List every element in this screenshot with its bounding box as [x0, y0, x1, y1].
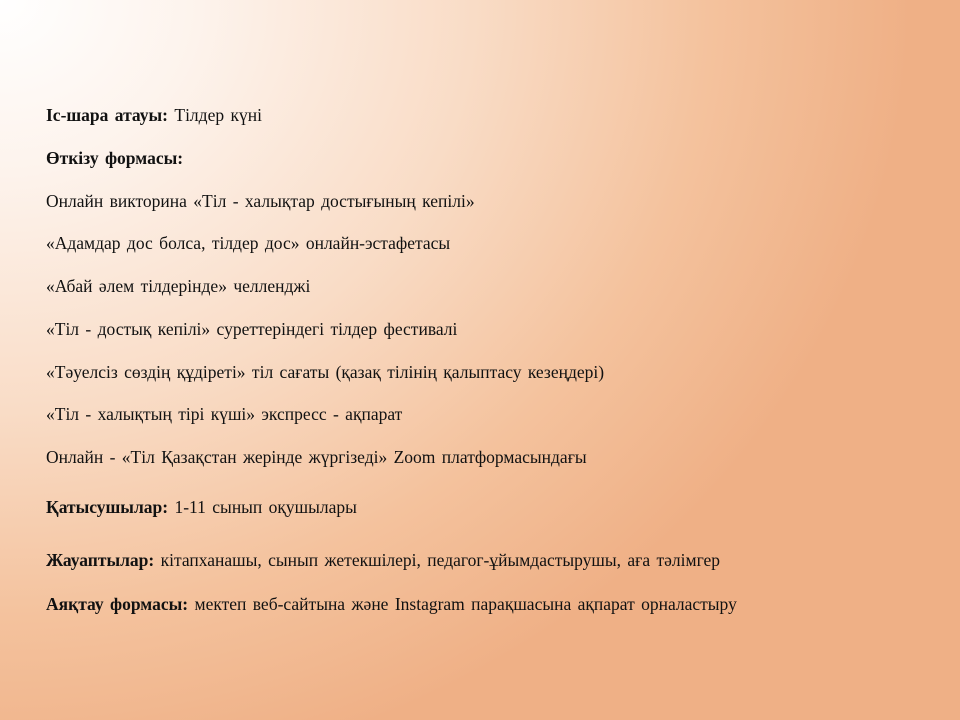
completion-row [46, 593, 737, 615]
responsible-label: Жауаптылар: [46, 550, 155, 570]
event-name-label: Іс-шара атауы: [46, 105, 168, 125]
event-name-row [46, 104, 262, 126]
event-name-value: Тілдер күні [174, 105, 262, 125]
participants-label: Қатысушылар: [46, 497, 169, 517]
format-item: «Адамдар дос болса, тілдер дос» онлайн-эстафетасы [46, 233, 451, 253]
participants-value: 1-11 сынып оқушылары [174, 497, 357, 517]
format-item: «Абай әлем тілдерінде» челленджі [46, 276, 311, 296]
format-item: Онлайн викторина «Тіл - халықтар достығының кепілі» [46, 191, 475, 211]
format-item: «Тіл - достық кепілі» суреттеріндегі тілдер фестивалі [46, 319, 458, 339]
completion-value: мектеп веб-сайтына және Instagram парақшасына ақпарат орналастыру [194, 594, 737, 614]
responsible-row [46, 549, 720, 571]
format-label: Өткізу формасы: [46, 148, 184, 168]
responsible-value: кітапханашы, сынып жетекшілері, педагог-ұйымдастырушы, аға тәлімгер [160, 550, 721, 570]
participants-row [46, 496, 357, 518]
format-item: Онлайн - «Тіл Қазақстан жерінде жүргізеді» Zoom платформасындағы [46, 447, 587, 467]
completion-label: Аяқтау формасы: [46, 594, 189, 614]
format-heading-row [46, 147, 183, 169]
format-item: «Тәуелсіз сөздің құдіреті» тіл сағаты (қазақ тілінің қалыптасу кезеңдері) [46, 362, 605, 382]
format-item: «Тіл - халықтың тірі күші» экспресс - ақпарат [46, 404, 403, 424]
